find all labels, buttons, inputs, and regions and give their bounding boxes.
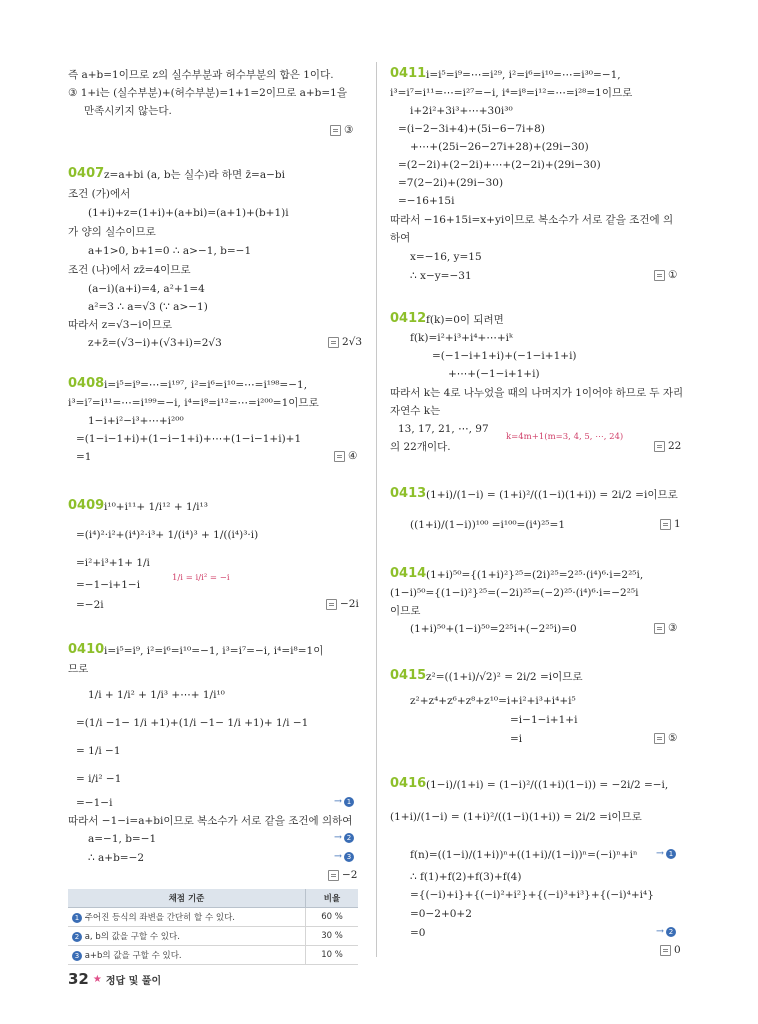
step-2-icon: 2 <box>666 927 676 937</box>
text-line: 따라서 k는 4로 나누었을 때의 나머지가 1이어야 하므로 두 자리 <box>390 387 684 399</box>
text-line: =i <box>510 733 523 745</box>
text-line: i=i⁵=i⁹=⋯=i¹⁹⁷, i²=i⁶=i¹⁰=⋯=i¹⁹⁸=−1, <box>104 379 308 391</box>
answer-icon <box>326 599 337 610</box>
text-line: =(i−2−3i+4)+(5i−6−7i+8) <box>398 123 545 135</box>
text-line: +⋯+(25i−26−27i+28)+(29i−30) <box>410 141 589 153</box>
text-line: 13, 17, 21, ⋯, 97 <box>398 423 489 435</box>
text-line: f(k)=0이 되려면 <box>426 314 504 326</box>
step-2-icon: 2 <box>72 932 82 942</box>
text-line: = 1/i −1 <box>76 745 121 757</box>
grading-criterion <box>68 946 306 965</box>
text-line: f(k)=i²+i³+i⁴+⋯+iᵏ <box>410 332 513 344</box>
text-line: a+1>0, b+1=0 ∴ a>−1, b=−1 <box>88 245 252 257</box>
answer-value: ③ <box>344 124 354 136</box>
text-line: (a−i)(a+i)=4, a²+1=4 <box>88 283 205 295</box>
answer-value: −2i <box>340 598 359 610</box>
text-line: 자연수 k는 <box>390 405 441 417</box>
grading-text: 주어진 등식의 좌변을 간단히 할 수 있다. <box>84 913 235 923</box>
table-row <box>68 927 358 946</box>
answer <box>654 440 681 452</box>
text-line: =−2i <box>76 599 104 611</box>
text-line: ∴ f(1)+f(2)+f(3)+f(4) <box>410 871 522 883</box>
text-line: ((1+i)/(1−i))¹⁰⁰ =i¹⁰⁰=(i⁴)²⁵=1 <box>410 519 565 531</box>
answer-value: ⑤ <box>668 732 678 744</box>
text-line: (1−i)/(1+i) = (1−i)²/((1+i)(1−i)) = −2i/2 =−i, <box>426 779 669 791</box>
problem-number: 0407 <box>68 166 105 181</box>
answer <box>334 450 357 462</box>
text-line: (1+i)⁵⁰={(1+i)²}²⁵=(2i)²⁵=2²⁵·(i⁴)⁶·i=2²⁵i, <box>426 569 644 581</box>
text-line: =−16+15i <box>398 195 455 207</box>
side-note: 1/i = i/i² = −i <box>172 573 230 583</box>
text-line: 가 양의 실수이므로 <box>68 226 156 238</box>
problem-number: 0408 <box>68 376 105 391</box>
step-1-icon: 1 <box>666 849 676 859</box>
answer-icon <box>660 945 671 956</box>
text-line: =−1−i+1−i <box>76 579 141 591</box>
answer-icon <box>654 441 665 452</box>
step-3-icon: 3 <box>344 852 354 862</box>
text-line: (1+i)/(1−i) = (1+i)²/((1−i)(1+i)) = 2i/2 =i이므로 <box>426 489 678 501</box>
problem-number: 0412 <box>390 311 427 326</box>
answer-icon <box>328 870 339 881</box>
step-marker: → 3 <box>334 851 354 862</box>
answer-icon <box>334 451 345 462</box>
grading-ratio: 10 % <box>306 946 359 965</box>
grading-header-ratio: 비율 <box>306 889 359 908</box>
answer-value: 2√3 <box>342 336 363 348</box>
grading-criterion <box>68 908 306 927</box>
text-line: ③ 1+i는 (실수부분)+(허수부분)=1+1=2이므로 a+b=1을 <box>68 87 347 99</box>
table-row <box>68 946 358 965</box>
text-line: =0 <box>410 927 426 939</box>
text-line: 즉 a+b=1이므로 z의 실수부분과 허수부분의 합은 1이다. <box>68 69 334 81</box>
problem-number: 0416 <box>390 776 427 791</box>
text-line: a²=3 ∴ a=√3 (∵ a>−1) <box>88 301 208 313</box>
text-line: i³=i⁷=i¹¹=⋯=i¹⁹⁹=−i, i⁴=i⁸=i¹²=⋯=i²⁰⁰=1이므로 <box>68 397 319 409</box>
text-line: f(n)=((1−i)/(1+i))ⁿ+((1+i)/(1−i))ⁿ=(−i)ⁿ+iⁿ <box>410 849 638 861</box>
step-marker: → 1 <box>656 848 676 859</box>
step-marker: → 2 <box>334 832 354 843</box>
grading-table <box>68 889 358 965</box>
answer <box>654 269 677 281</box>
answer <box>326 598 359 610</box>
text-line: 의 22개이다. <box>390 441 451 453</box>
text-line: i¹⁰+i¹¹+ 1/i¹² + 1/i¹³ <box>104 501 208 513</box>
step-2-icon: 2 <box>344 833 354 843</box>
grading-ratio: 30 % <box>306 927 359 946</box>
text-line: z+z̄=(√3−i)+(√3+i)=2√3 <box>88 337 222 349</box>
text-line: z=a+bi (a, b는 실수)라 하면 z̄=a−bi <box>104 169 285 181</box>
text-line: =1 <box>76 451 92 463</box>
text-line: =i²+i³+1+ 1/i <box>76 557 150 569</box>
answer-value: 0 <box>674 944 681 956</box>
step-marker: → 1 <box>334 796 354 807</box>
answer <box>330 124 353 136</box>
answer-icon <box>654 733 665 744</box>
answer-icon <box>654 270 665 281</box>
text-line: (1+i)+z=(1+i)+(a+bi)=(a+1)+(b+1)i <box>88 207 289 219</box>
text-line: 조건 (나)에서 zz̄=4이므로 <box>68 264 191 276</box>
problem-number: 0411 <box>390 66 427 81</box>
text-line: (1−i)⁵⁰={(1−i)²}²⁵=(−2i)²⁵=(−2)²⁵·(i⁴)⁶·i=−2²⁵i <box>390 587 639 599</box>
text-line: 므로 <box>68 663 89 675</box>
text-line: (1+i)⁵⁰+(1−i)⁵⁰=2²⁵i+(−2²⁵i)=0 <box>410 623 577 635</box>
text-line: 1−i+i²−i³+⋯+i²⁰⁰ <box>88 415 184 427</box>
answer-icon <box>330 125 341 136</box>
text-line: ∴ x−y=−31 <box>410 270 472 282</box>
text-line: ∴ a+b=−2 <box>88 852 145 864</box>
text-line: 따라서 −1−i=a+bi이므로 복소수가 서로 같을 조건에 의하여 <box>68 815 353 827</box>
text-line: =7(2−2i)+(29i−30) <box>398 177 504 189</box>
text-line: =(2−2i)+(2−2i)+⋯+(2−2i)+(29i−30) <box>398 159 601 171</box>
answer <box>654 732 677 744</box>
problem-number: 0410 <box>68 642 105 657</box>
text-line: ={(−i)+i}+{(−i)²+i²}+{(−i)³+i³}+{(−i)⁴+i⁴} <box>410 889 654 901</box>
column-divider <box>376 62 377 957</box>
answer-icon <box>660 519 671 530</box>
text-line: =−1−i <box>76 797 113 809</box>
text-line: 따라서 z=√3−i이므로 <box>68 319 173 331</box>
answer-value: ④ <box>348 450 358 462</box>
text-line: i+2i²+3i³+⋯+30i³⁰ <box>410 105 513 117</box>
text-line: =(1/i −1− 1/i +1)+(1/i −1− 1/i +1)+ 1/i −1 <box>76 717 309 729</box>
page-footer <box>68 970 161 988</box>
step-1-icon: 1 <box>72 913 82 923</box>
answer <box>660 518 681 530</box>
text-line: x=−16, y=15 <box>410 251 482 263</box>
text-line: 1/i + 1/i² + 1/i³ +⋯+ 1/i¹⁰ <box>88 689 225 701</box>
problem-number: 0413 <box>390 486 427 501</box>
step-marker: → 2 <box>656 926 676 937</box>
grading-header-criteria: 채점 기준 <box>68 889 306 908</box>
grading-text: a+b의 값을 구할 수 있다. <box>84 951 182 961</box>
problem-number: 0415 <box>390 668 427 683</box>
grading-criterion <box>68 927 306 946</box>
text-line: i=i⁵=i⁹=⋯=i²⁹, i²=i⁶=i¹⁰=⋯=i³⁰=−1, <box>426 69 621 81</box>
text-line: z²=((1+i)/√2)² = 2i/2 =i이므로 <box>426 671 583 683</box>
text-line: a=−1, b=−1 <box>88 833 157 845</box>
answer-value: ③ <box>668 622 678 634</box>
text-line: z²+z⁴+z⁶+z⁸+z¹⁰=i+i²+i³+i⁴+i⁵ <box>410 695 576 707</box>
grading-text: a, b의 값을 구할 수 있다. <box>84 932 180 942</box>
table-row <box>68 908 358 927</box>
text-line: = i/i² −1 <box>76 773 122 785</box>
step-3-icon: 3 <box>72 951 82 961</box>
problem-number: 0414 <box>390 566 427 581</box>
answer-value: 1 <box>674 518 681 530</box>
text-line: i³=i⁷=i¹¹=⋯=i²⁷=−i, i⁴=i⁸=i¹²=⋯=i²⁸=1이므로 <box>390 87 633 99</box>
answer <box>328 336 362 348</box>
problem-number: 0409 <box>68 498 105 513</box>
side-note: k=4m+1(m=3, 4, 5, ⋯, 24) <box>506 432 624 442</box>
text-line: =(−1−i+1+i)+(−1−i+1+i) <box>432 350 577 362</box>
answer-value: ① <box>668 269 678 281</box>
answer <box>660 944 681 956</box>
text-line: 만족시키지 않는다. <box>84 105 172 117</box>
footer-label: 정답 및 풀이 <box>105 975 162 987</box>
star-icon: ★ <box>92 973 102 985</box>
grading-ratio: 60 % <box>306 908 359 927</box>
answer-value: −2 <box>342 869 358 881</box>
text-line: 조건 (가)에서 <box>68 188 131 200</box>
answer <box>654 622 677 634</box>
answer-icon <box>328 337 339 348</box>
text-line: 따라서 −16+15i=x+yi이므로 복소수가 서로 같을 조건에 의 <box>390 214 674 226</box>
text-line: 하여 <box>390 232 411 244</box>
answer-value: 22 <box>668 440 682 452</box>
text-line: =(1−i−1+i)+(1−i−1+i)+⋯+(1−i−1+i)+1 <box>76 433 302 445</box>
text-line: =0−2+0+2 <box>410 908 472 920</box>
text-line: 이므로 <box>390 605 421 617</box>
text-line: +⋯+(−1−i+1+i) <box>448 368 540 380</box>
answer <box>328 869 357 881</box>
text-line: (1+i)/(1−i) = (1+i)²/((1−i)(1+i)) = 2i/2 =i이므로 <box>390 811 642 823</box>
answer-icon <box>654 623 665 634</box>
text-line: =(i⁴)²·i²+(i⁴)²·i³+ 1/(i⁴)³ + 1/((i⁴)³·i) <box>76 529 259 541</box>
text-line: =i−1−i+1+i <box>510 714 578 726</box>
step-1-icon: 1 <box>344 797 354 807</box>
text-line: i=i⁵=i⁹, i²=i⁶=i¹⁰=−1, i³=i⁷=−i, i⁴=i⁸=1이 <box>104 645 324 657</box>
page-number: 32 <box>68 970 89 988</box>
